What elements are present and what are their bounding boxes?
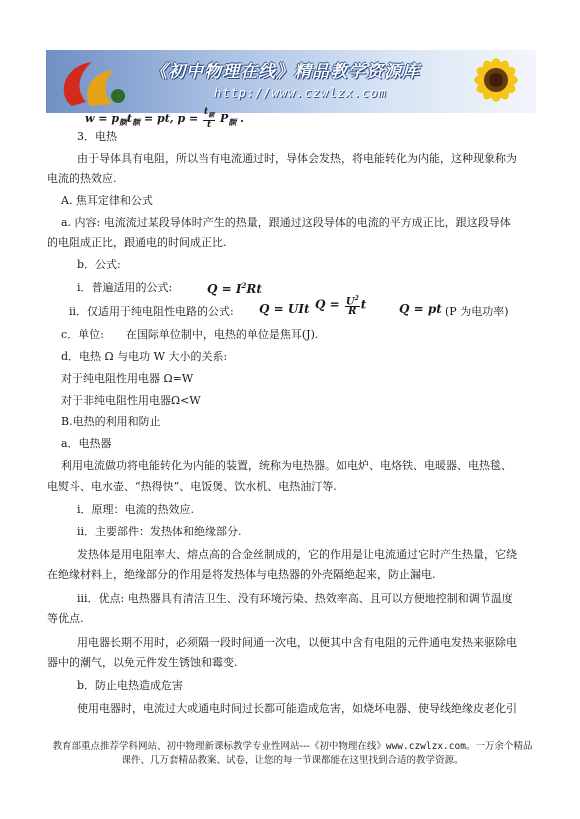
paragraph: 发热体是用电阻率大、熔点高的合金丝制成的，它的作用是让电流通过它时产生热量，它绕 [77,548,517,561]
relation-heading: d．电热 Ω 与电功 W 大小的关系: [61,350,228,363]
paragraph: 器中的潮气，以免元件发生锈蚀和霉变. [47,656,238,669]
footer-url[interactable]: www.czwlzx.com [385,741,466,752]
paragraph: 电熨斗、电水壶、“热得快”、电饭煲、饮水机、电热油汀等. [47,480,337,493]
site-logo-icon [52,56,142,110]
section-3-heading: 3．电热 [77,130,117,143]
footer-line-2: 课件、几万套精品教案、试卷，让您的每一节课都能在这里找到合适的教学资源。 [121,755,464,766]
formula-u2r: Q = $\frac{U^2}{R}$ t [315,295,367,318]
paragraph: 使用电器时，电流过大或通电时间过长都可能造成危害，如烧坏电器、使导线绝缘皮老化引 [77,702,517,715]
principle-line: i．原理：电流的热效应. [77,503,195,516]
footer-line-1: 教育部重点推荐学科网站、初中物理新课标教学专业性网站---《初中物理在线》www.czwlzx.com。一万余个精品 [52,741,533,752]
page-footer [40,740,545,768]
paragraph: 利用电流做功将电能转化为内能的装置，统称为电热器。如电炉、电烙铁、电暖器、电热毯、 [61,459,512,472]
formula-pure-label: ii．仅适用于纯电阻性电路的公式: [69,305,234,318]
prevention-heading: b．防止电热造成危害 [77,679,184,692]
formula-general-label: i．普遍适用的公式: [77,281,173,294]
parts-line: ii．主要部件：发热体和绝缘部分. [77,525,242,538]
paragraph: 由于导体具有电阻，所以当有电流通过时，导体会发热，将电能转化为内能，这种现象称为 [77,152,517,165]
site-title: 《初中物理在线》精品教学资源库 [150,62,420,82]
formula-general: $Q = I^2Rt$ [207,281,262,296]
subsection-b-heading: B.电热的利用和防止 [61,415,161,428]
formula-heading: b．公式: [77,258,121,271]
heater-heading: a．电热器 [61,437,112,450]
relation-nonpure: 对于非纯电阻性用电器Ω<W [61,394,201,407]
paragraph: a. 内容: 电流流过某段导体时产生的热量，跟通过这段导体的电流的平方成正比，跟这段导体 [61,216,511,229]
formula-power: $w = p_额t_额$ = pt, p = $\frac{t_额}{t}$ $P_额$ . [85,107,244,130]
sunflower-icon [454,50,534,113]
paragraph: 在绝缘材料上，绝缘部分的作用是将发热体与电热器的外壳隔绝起来，防止漏电. [47,568,436,581]
formula-note: (P 为电功率) [445,305,509,318]
formula-uit: Q = UIt [259,302,310,316]
relation-pure: 对于纯电阻性用电器 Ω=W [61,372,194,385]
paragraph: 等优点. [47,612,84,625]
paragraph: 用电器长期不用时，必须隔一段时间通一次电，以便其中含有电阻的元件通电发热来驱除电 [77,636,517,649]
paragraph: iii．优点: 电热器具有清洁卫生、没有环境污染、热效率高、且可以方便地控制和调节温度 [77,592,513,605]
header-banner [46,50,536,113]
unit-line: c．单位: 在国际单位制中，电热的单位是焦耳(J). [61,328,319,341]
formula-pt: Q = pt [399,302,442,316]
paragraph: 的电阻成正比，跟通电的时间成正比. [47,236,227,249]
site-url[interactable]: http://www.czwlzx.com [214,86,387,100]
paragraph: 电流的热效应. [47,172,117,185]
subsection-a-heading: A. 焦耳定律和公式 [61,194,153,207]
